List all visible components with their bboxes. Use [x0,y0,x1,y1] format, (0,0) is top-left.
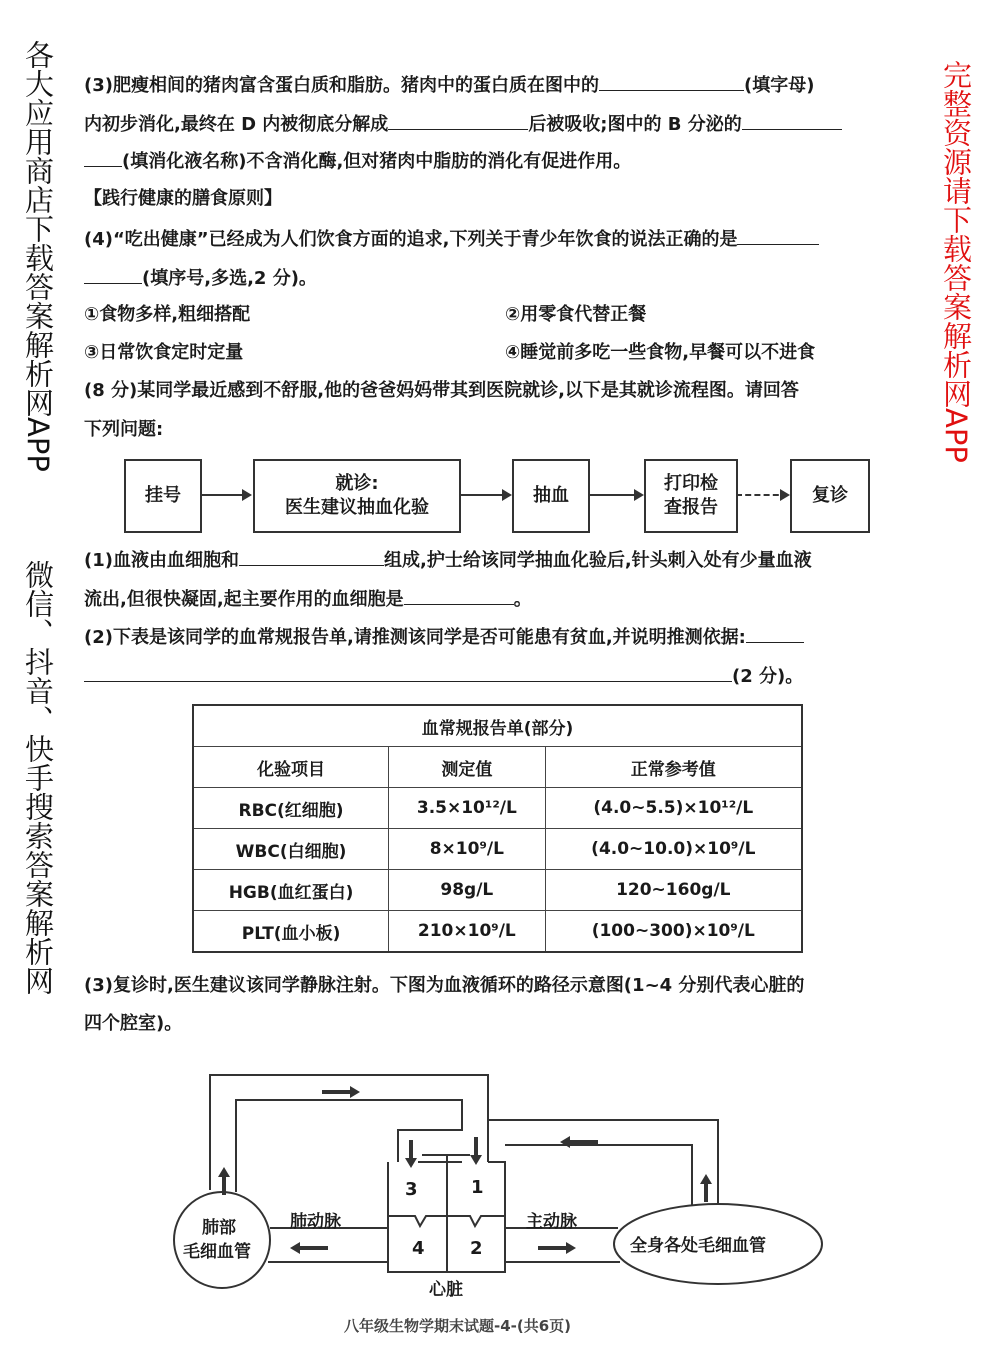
question-intro: (8 分)某同学最近感到不舒服,他的爸爸妈妈带其到医院就诊,以下是其就诊流程图。请回答 [84,380,799,401]
vena-cava [488,1120,718,1206]
text: 挂号 [145,485,181,506]
cell: (4.0~5.5)×10¹²/L [545,788,802,829]
cell: RBC(红细胞) [193,788,389,829]
arrow-up-icon [700,1174,712,1202]
cell: HGB(血红蛋白) [193,870,389,911]
option-2: ②用零食代替正餐 [505,304,647,325]
text: (2 分)。 [732,666,804,687]
p3-line1: (3)复诊时,医生建议该同学静脉注射。下图为血液循环的路径示意图(1~4 分别代表心脏的 [84,975,805,996]
watermark: 完整资源请下载答案解析网APP [939,60,973,463]
option-3: ③日常饮食定时定量 [84,342,244,363]
section-heading: 【践行健康的膳食原则】 [84,188,282,209]
text: 内初步消化,最终在 D 内被彻底分解成 [84,114,389,135]
cell: 3.5×10¹²/L [389,788,545,829]
cell: (4.0~10.0)×10⁹/L [545,829,802,870]
cell: WBC(白细胞) [193,829,389,870]
pulmonary-vein-inner [236,1100,462,1192]
cell: PLT(血小板) [193,911,389,953]
chamber-3: 3 [405,1179,418,1200]
question-intro-2: 下列问题: [84,419,164,440]
table-title: 血常规报告单(部分) [193,705,802,747]
text: (填字母) [743,75,815,96]
header-cell: 化验项目 [193,747,389,788]
header-cell: 测定值 [389,747,545,788]
text: 打印检 [664,473,718,494]
arrow-left-icon [560,1136,598,1148]
watermark: 微信、抖音、快手搜索答案解析网 [21,560,55,995]
arrow-right-icon [322,1086,360,1098]
text: 流出,但很快凝固,起主要作用的血细胞是 [84,589,404,610]
p3-line2: 四个腔室)。 [84,1013,183,1034]
aorta-label: 主动脉 [526,1212,577,1232]
lung-label-1: 肺部 [202,1218,236,1238]
watermark: 各大应用商店下载答案解析网APP [21,40,55,472]
text: (1)血液由血细胞和 [84,550,239,571]
text: (3)肥瘦相间的猪肉富含蛋白质和脂肪。猪肉中的蛋白质在图中的 [84,75,599,96]
body-capillaries-label: 全身各处毛细血管 [630,1236,766,1256]
text: 复诊 [812,485,848,506]
pulmonary-artery-label: 肺动脉 [290,1212,341,1232]
cell: (100~300)×10⁹/L [545,911,802,953]
chamber-1: 1 [471,1177,484,1198]
header-cell: 正常参考值 [545,747,802,788]
text: (填消化液名称)不含消化酶,但对猪肉中脂肪的消化有促进作用。 [122,151,632,172]
page-footer: 八年级生物学期末试题-4-(共6页) [344,1317,572,1335]
cell: 8×10⁹/L [389,829,545,870]
arrow-left-icon [290,1242,328,1254]
text: 医生建议抽血化验 [285,497,429,518]
cell: 98g/L [389,870,545,911]
cell: 120~160g/L [545,870,802,911]
text: (填序号,多选,2 分)。 [142,268,317,289]
chamber-4: 4 [412,1238,425,1259]
text: 抽血 [533,485,569,506]
text: (4)“吃出健康”已经成为人们饮食方面的追求,下列关于青少年饮食的说法正确的是 [84,229,738,250]
arrow-down-icon [405,1140,417,1168]
text: (2)下表是该同学的血常规报告单,请推测该同学是否可能患有贫血,并说明推测依据: [84,627,746,648]
text: 组成,护士给该同学抽血化验后,针头刺入处有少量血液 [383,550,812,571]
text: 查报告 [664,497,718,518]
option-4: ④睡觉前多吃一些食物,早餐可以不进食 [505,342,816,363]
chamber-2: 2 [470,1238,483,1259]
heart-label: 心脏 [429,1280,463,1300]
option-1: ①食物多样,粗细搭配 [84,304,251,325]
arrow-down-icon [470,1137,482,1165]
cell: 210×10⁹/L [389,911,545,953]
text: 就诊: [335,473,379,494]
arrow-right-icon [538,1242,576,1254]
arrow-up-icon [218,1167,230,1195]
lung-label-2: 毛细血管 [183,1242,251,1262]
text: 。 [513,589,532,610]
text: 后被吸收;图中的 B 分泌的 [528,114,742,135]
